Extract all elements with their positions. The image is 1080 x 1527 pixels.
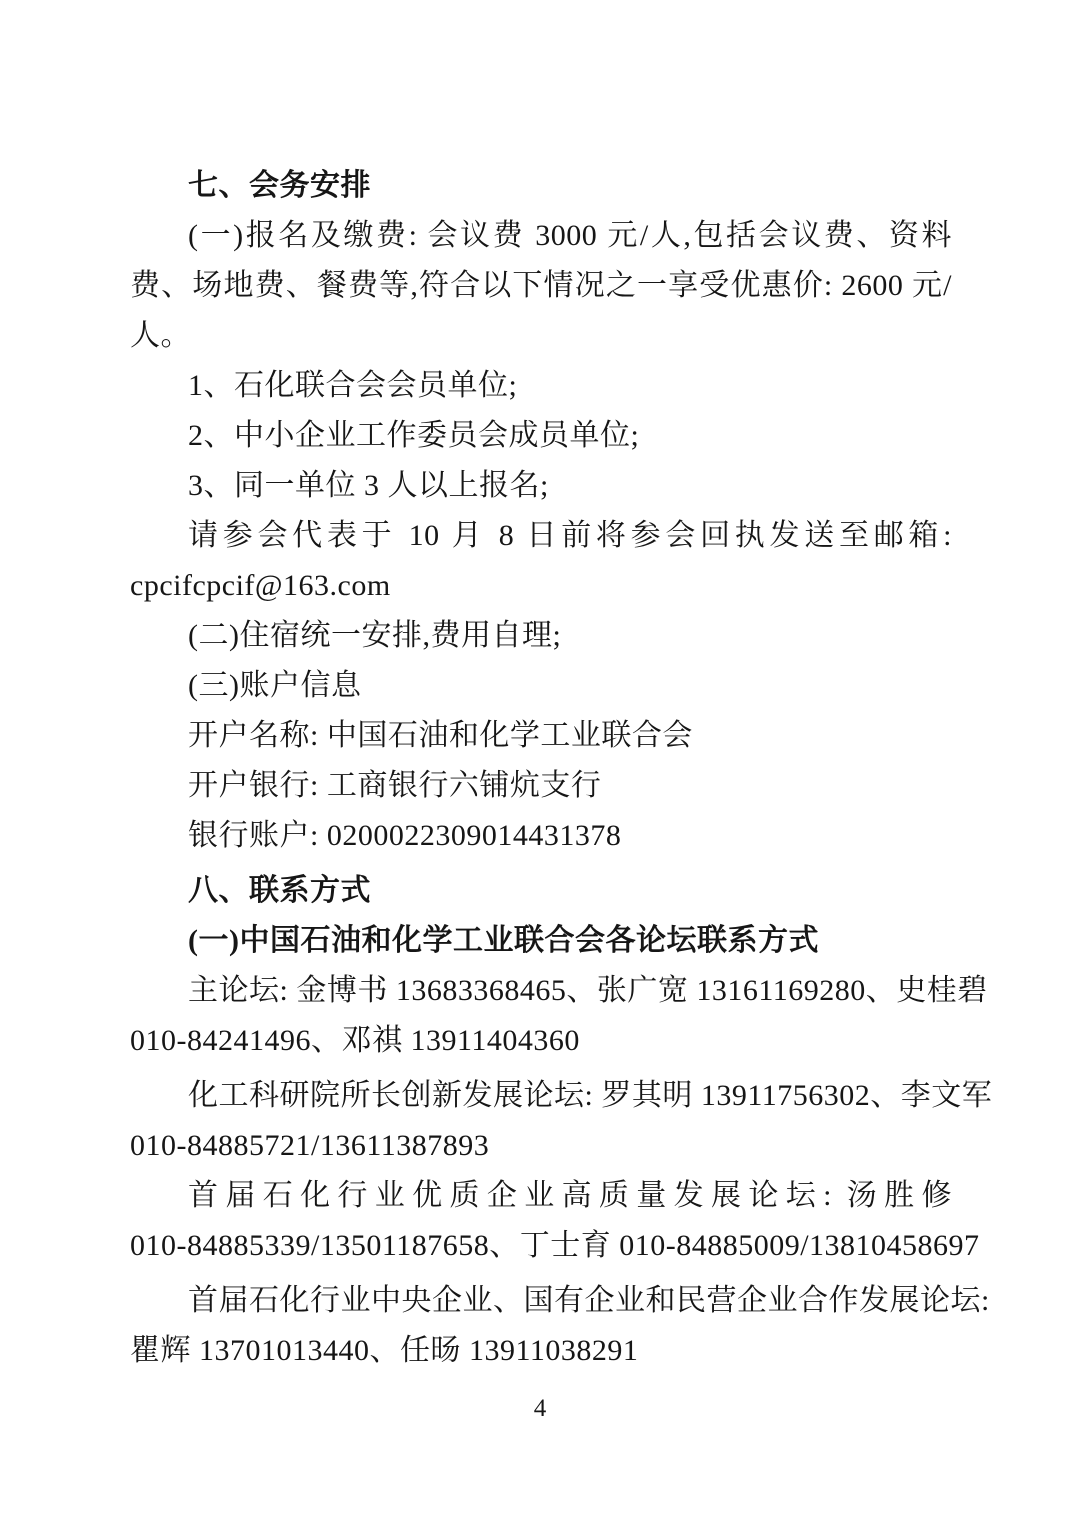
discount-item-2: 2、中小企业工作委员会成员单位;: [188, 419, 640, 452]
account-bank: 开户银行: 工商银行六铺炕支行: [188, 769, 602, 802]
contacts-subheading: (一)中国石油和化学工业联合会各论坛联系方式: [188, 924, 819, 957]
research-forum-contacts-line-2: 010-84885721/13611387893: [130, 1129, 490, 1162]
registration-para-line-1: (一)报名及缴费: 会议费 3000 元/人,包括会议费、资料: [188, 219, 952, 252]
registration-para-line-2: 费、场地费、餐费等,符合以下情况之一享受优惠价: 2600 元/: [130, 269, 952, 302]
research-forum-contacts-line-1: 化工科研院所长创新发展论坛: 罗其明 13911756302、李文军: [188, 1079, 993, 1112]
section-7-heading: 七、会务安排: [188, 169, 371, 202]
main-forum-contacts-line-2: 010-84241496、邓祺 13911404360: [130, 1024, 580, 1057]
accommodation-line: (二)住宿统一安排,费用自理;: [188, 619, 562, 652]
account-info-heading: (三)账户信息: [188, 669, 362, 702]
account-number: 银行账户: 0200022309014431378: [188, 819, 622, 852]
page-text-block: [130, 161, 993, 1376]
section-8-heading: 八、联系方式: [188, 874, 371, 907]
reply-email: cpcifcpcif@163.com: [130, 569, 391, 602]
cooperation-forum-contacts-line-1: 首届石化行业中央企业、国有企业和民营企业合作发展论坛:: [188, 1284, 990, 1317]
main-forum-contacts-line-1: 主论坛: 金博书 13683368465、张广宽 13161169280、史桂碧: [188, 974, 988, 1007]
cooperation-forum-contacts-line-2: 瞿辉 13701013440、任旸 13911038291: [130, 1334, 639, 1367]
quality-forum-contacts-line-1: 首届石化行业优质企业高质量发展论坛: 汤胜修: [188, 1179, 952, 1212]
registration-para-line-3: 人。: [130, 319, 191, 352]
account-name: 开户名称: 中国石油和化学工业联合会: [188, 719, 693, 752]
reply-deadline-line: 请参会代表于 10 月 8 日前将参会回执发送至邮箱:: [188, 519, 952, 552]
discount-item-3: 3、同一单位 3 人以上报名;: [188, 469, 549, 502]
discount-item-1: 1、石化联合会会员单位;: [188, 369, 518, 402]
quality-forum-contacts-line-2: 010-84885339/13501187658、丁士育 010-84885009/13810458697: [130, 1229, 980, 1262]
page-number: 4: [533, 1395, 547, 1422]
